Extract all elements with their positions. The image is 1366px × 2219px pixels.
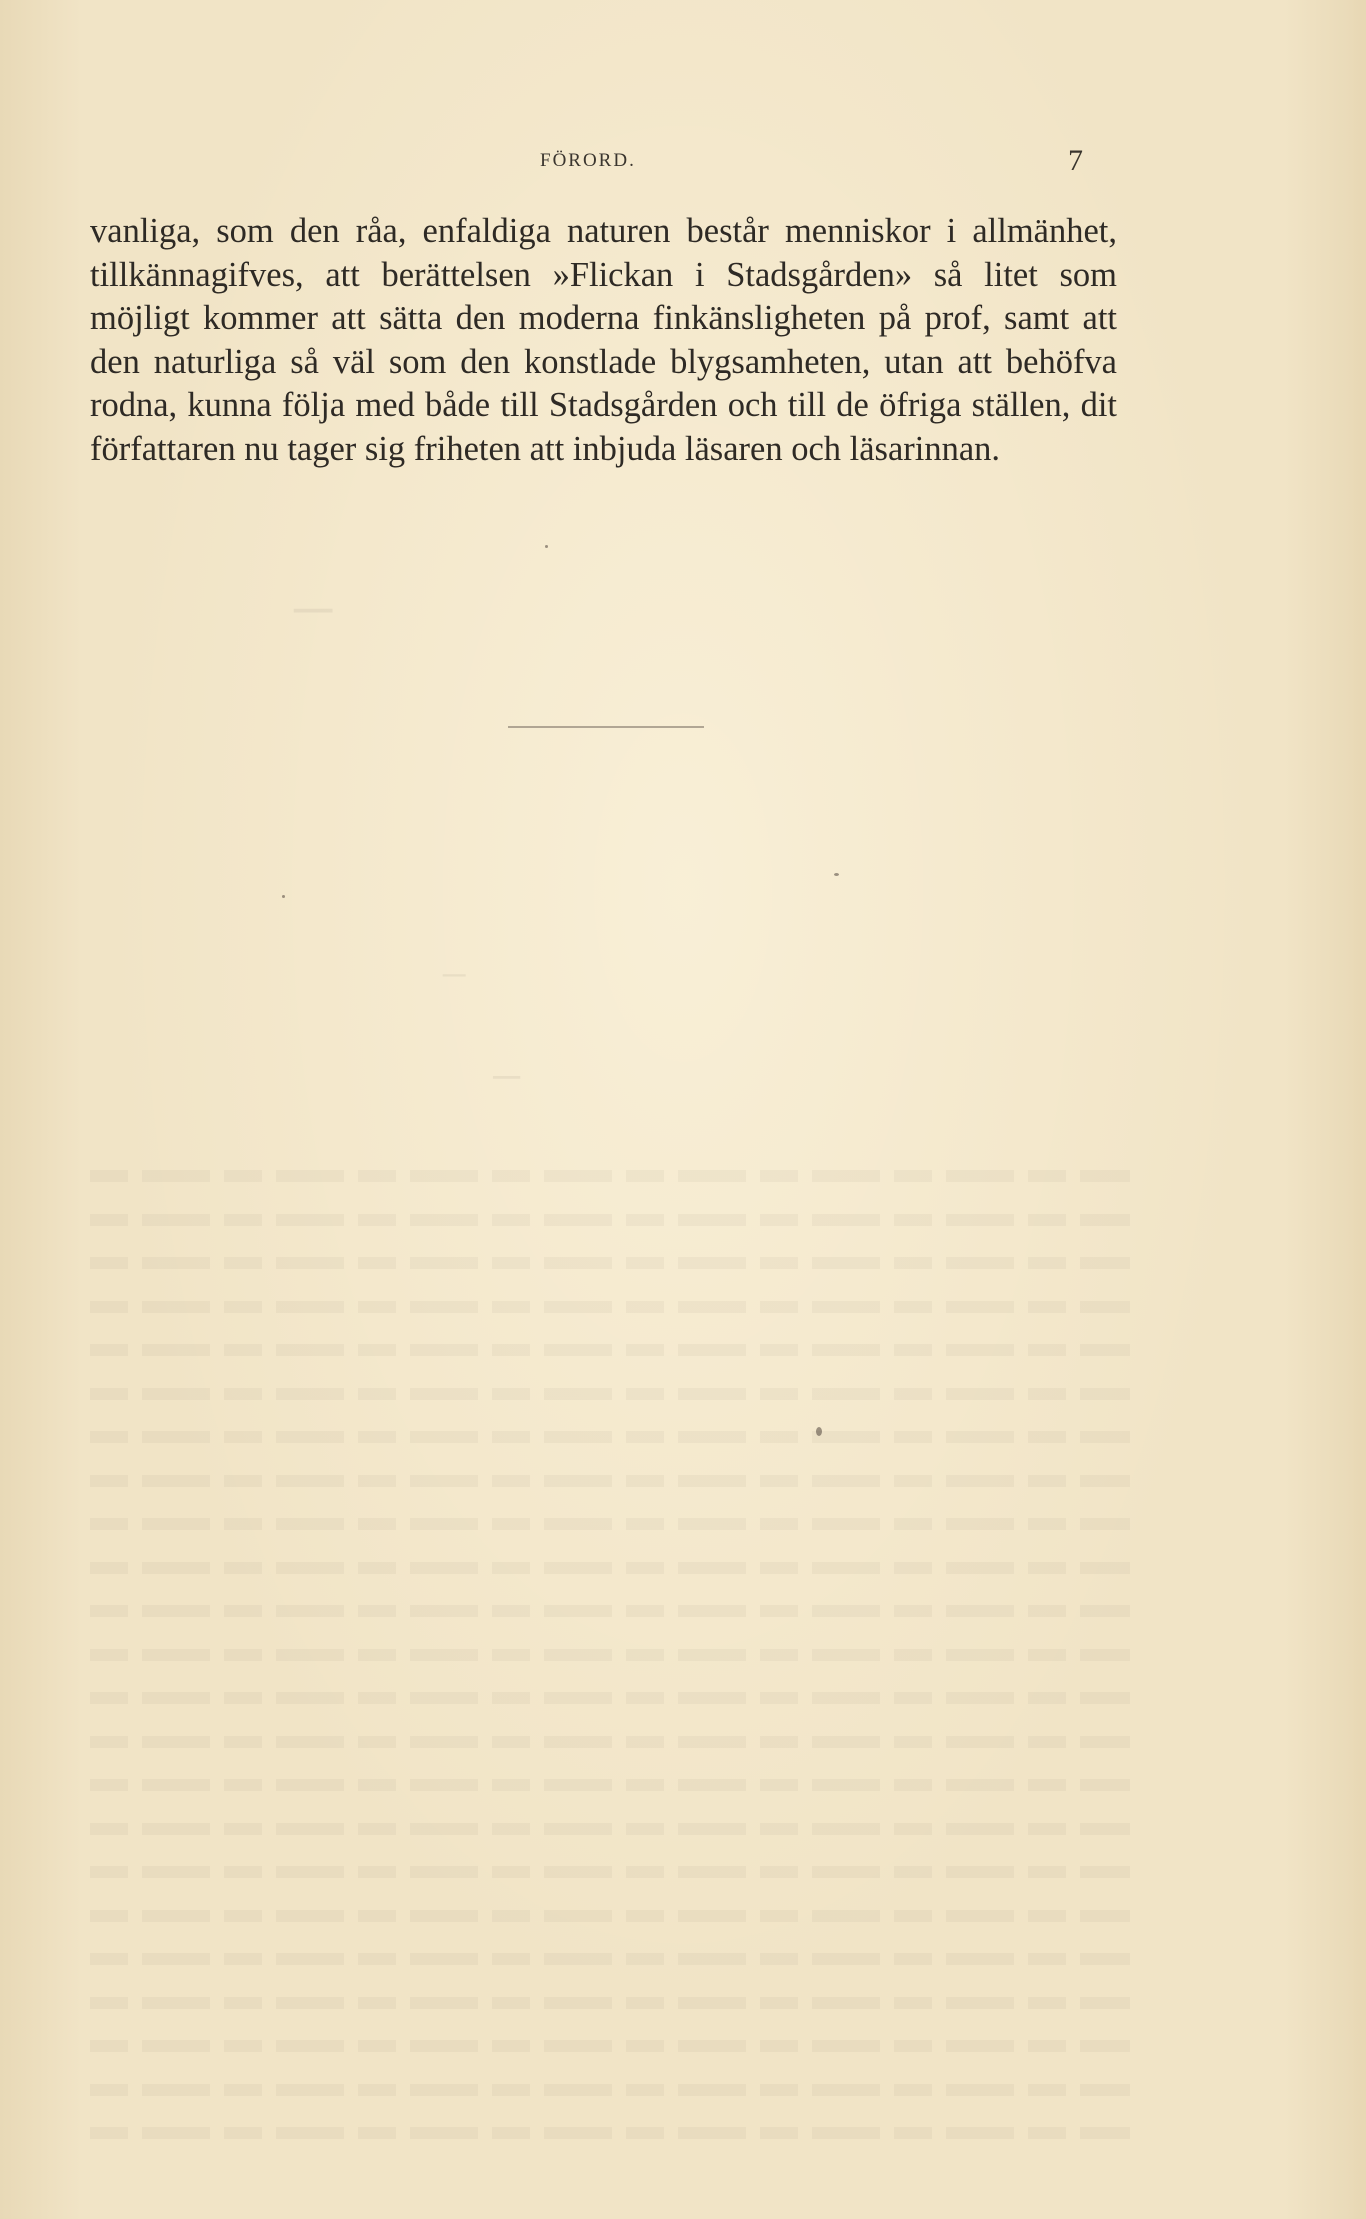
page-edge-shading <box>1350 0 1366 2219</box>
show-through-chapter-title: ─ <box>490 1056 520 1098</box>
section-rule <box>508 726 704 728</box>
show-through-text-lines <box>90 1170 1130 2171</box>
show-through-heading: ─ <box>285 579 333 639</box>
ink-speck <box>816 1427 822 1436</box>
page-number: 7 <box>1068 144 1083 177</box>
ink-speck <box>834 873 839 876</box>
ink-speck <box>282 895 285 898</box>
body-paragraph: vanliga, som den råa, enfaldiga naturen består menniskor i allmänhet, tillkännagifves, att berättelsen »Flickan i Stadsgården» så litet som möjligt kommer att sätta den moderna finkänsligheten på prof, samt att den naturliga så väl som den konstlade blygsamheten, utan att behöfva rodna, kunna följa med både till Stadsgården och till de öfriga ställen, dit författaren nu tager sig friheten att inbjuda läsaren och läsarinnan. <box>90 212 1117 468</box>
running-head: FÖRORD. <box>540 150 636 171</box>
show-through-subheading: ─ <box>438 956 466 992</box>
ink-speck <box>545 545 548 548</box>
